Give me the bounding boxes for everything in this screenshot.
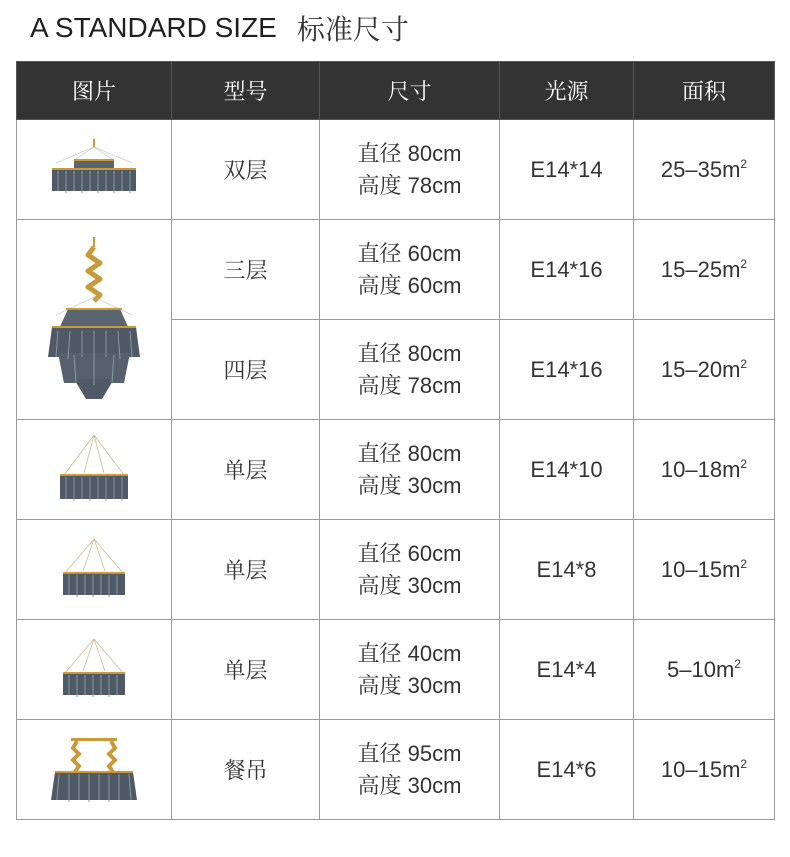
size-cell	[320, 720, 500, 820]
size-cell	[320, 520, 500, 620]
area-value: 15–20m	[660, 356, 741, 382]
light-cell: E14*10	[500, 420, 634, 520]
area-cell	[634, 220, 775, 320]
table-row	[17, 520, 775, 620]
area-cell	[634, 620, 775, 720]
model-cell: 双层	[172, 120, 320, 220]
table-header-row	[17, 62, 775, 120]
area-value: 10–15m	[660, 556, 741, 582]
area-value: 10–18m	[660, 456, 741, 482]
light-cell: E14*16	[500, 320, 634, 420]
height-text: 高度 30cm	[357, 772, 462, 798]
image-cell	[17, 220, 172, 420]
area-unit-exponent: 2	[740, 756, 748, 771]
table-row	[17, 220, 775, 320]
height-text: 高度 60cm	[357, 272, 462, 298]
area-value: 10–15m	[660, 756, 741, 782]
diameter-text: 直径 40cm	[357, 640, 462, 666]
model-cell: 三层	[172, 220, 320, 320]
area-cell	[634, 420, 775, 520]
height-text: 高度 30cm	[357, 572, 462, 598]
diameter-text: 直径 95cm	[357, 740, 462, 766]
light-cell: E14*14	[500, 120, 634, 220]
header-area: 面积	[634, 62, 775, 120]
diameter-text: 直径 80cm	[357, 140, 462, 166]
model-cell: 单层	[172, 420, 320, 520]
size-cell	[320, 620, 500, 720]
size-cell	[320, 420, 500, 520]
diameter-text: 直径 60cm	[357, 240, 462, 266]
chandelier-single-tier-icon	[59, 637, 129, 703]
area-value: 15–25m	[660, 256, 741, 282]
page-title	[30, 6, 409, 50]
height-text: 高度 78cm	[357, 172, 462, 198]
chandelier-multi-tier-icon	[44, 235, 144, 405]
size-cell	[320, 320, 500, 420]
light-cell: E14*8	[500, 520, 634, 620]
header-light: 光源	[500, 62, 634, 120]
header-size: 尺寸	[320, 62, 500, 120]
image-cell	[17, 420, 172, 520]
model-cell: 单层	[172, 520, 320, 620]
area-cell	[634, 120, 775, 220]
area-cell	[634, 720, 775, 820]
area-value: 25–35m	[660, 156, 741, 182]
image-cell	[17, 720, 172, 820]
diameter-text: 直径 60cm	[357, 540, 462, 566]
area-unit-exponent: 2	[740, 356, 748, 371]
area-unit-exponent: 2	[734, 656, 741, 671]
table-row	[17, 620, 775, 720]
chandelier-linear-icon	[49, 734, 139, 806]
size-cell	[320, 220, 500, 320]
title-chinese: 标准尺寸	[296, 14, 409, 45]
size-cell	[320, 120, 500, 220]
header-image: 图片	[17, 62, 172, 120]
model-cell: 餐吊	[172, 720, 320, 820]
area-unit-exponent: 2	[740, 156, 748, 171]
image-cell	[17, 120, 172, 220]
area-unit-exponent: 2	[740, 256, 748, 271]
chandelier-single-tier-icon	[56, 433, 132, 507]
spec-table	[16, 61, 775, 820]
area-unit-exponent: 2	[740, 556, 748, 571]
light-cell: E14*6	[500, 720, 634, 820]
chandelier-two-tier-icon	[46, 137, 142, 203]
area-cell	[634, 320, 775, 420]
model-cell: 单层	[172, 620, 320, 720]
height-text: 高度 30cm	[357, 472, 462, 498]
image-cell	[17, 520, 172, 620]
image-cell	[17, 620, 172, 720]
model-cell: 四层	[172, 320, 320, 420]
table-row	[17, 720, 775, 820]
header-model: 型号	[172, 62, 320, 120]
table-row	[17, 420, 775, 520]
light-cell: E14*16	[500, 220, 634, 320]
light-cell: E14*4	[500, 620, 634, 720]
chandelier-single-tier-icon	[59, 537, 129, 603]
diameter-text: 直径 80cm	[357, 440, 462, 466]
title-english: A STANDARD SIZE	[30, 12, 277, 43]
height-text: 高度 78cm	[357, 372, 462, 398]
height-text: 高度 30cm	[357, 672, 462, 698]
area-cell	[634, 520, 775, 620]
area-value: 5–10m	[667, 656, 735, 682]
diameter-text: 直径 80cm	[357, 340, 462, 366]
area-unit-exponent: 2	[740, 456, 748, 471]
table-row	[17, 120, 775, 220]
